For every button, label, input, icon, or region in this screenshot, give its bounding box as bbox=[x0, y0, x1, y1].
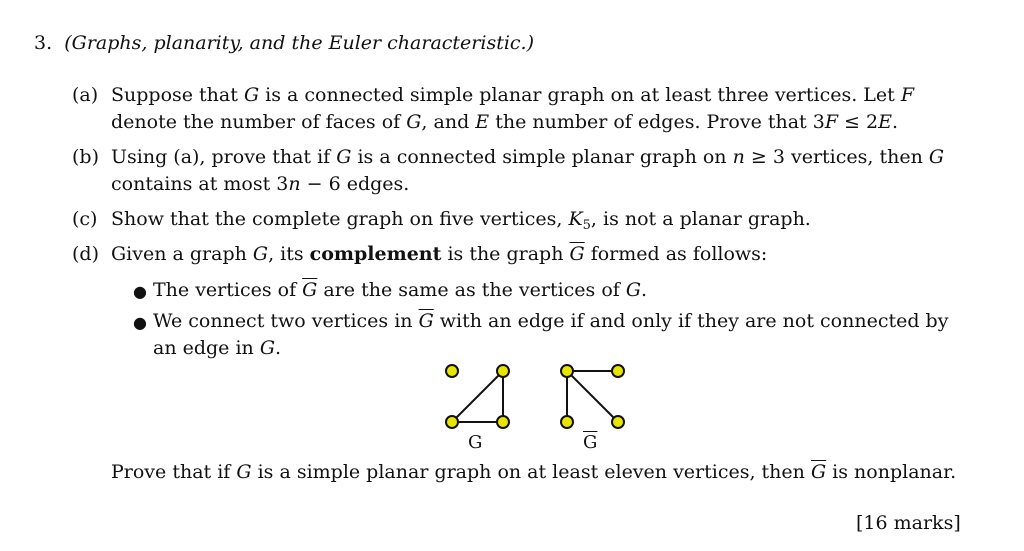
math-K: K bbox=[568, 208, 583, 230]
part-b-text: ≥ 3 vertices, then bbox=[744, 146, 929, 168]
math-G: G bbox=[406, 111, 422, 133]
part-a-line-2 bbox=[111, 111, 898, 133]
math-leq: ≤ 2 bbox=[838, 111, 879, 133]
bullet-icon: ● bbox=[133, 282, 147, 301]
question-title: (Graphs, planarity, and the Euler characteristic.) bbox=[64, 32, 535, 54]
math-G: G bbox=[928, 146, 945, 168]
question-heading bbox=[34, 32, 534, 54]
figure-label-G: G bbox=[468, 432, 483, 453]
math-subscript: 5 bbox=[582, 218, 591, 233]
math-E: E bbox=[475, 111, 490, 133]
term-complement: complement bbox=[309, 243, 442, 265]
part-d-label: (d) bbox=[72, 243, 99, 265]
question-number: 3. bbox=[34, 32, 53, 54]
graph-vertex bbox=[497, 365, 509, 377]
part-d-text: , its bbox=[268, 243, 310, 265]
graph-vertex bbox=[612, 416, 624, 428]
bullet-icon: ● bbox=[133, 313, 147, 332]
part-d-text: Prove that if bbox=[111, 461, 237, 483]
math-F: F bbox=[824, 111, 838, 133]
part-d-text: is nonplanar. bbox=[826, 461, 957, 483]
part-b-text: contains at most 3 bbox=[111, 173, 289, 195]
math-G: G bbox=[259, 337, 275, 359]
bullet-text: with an edge if and only if they are not connected by bbox=[433, 310, 949, 332]
bullet-text: We connect two vertices in bbox=[153, 310, 419, 332]
part-d-final bbox=[111, 461, 956, 483]
math-G: G bbox=[243, 84, 260, 106]
part-b-line-1 bbox=[72, 146, 945, 168]
part-c-line bbox=[72, 208, 811, 233]
math-G-bar: $\overline{G}$ bbox=[569, 243, 585, 265]
math-E: E bbox=[878, 111, 892, 133]
part-b-label: (b) bbox=[72, 146, 99, 168]
graph-vertex bbox=[612, 365, 624, 377]
graph-vertex bbox=[561, 416, 573, 428]
bullet-text: . bbox=[641, 279, 648, 301]
math-G: G bbox=[252, 243, 269, 265]
bullet-text: The vertices of bbox=[153, 279, 303, 301]
part-b-text: − 6 edges. bbox=[300, 173, 410, 195]
part-d-text: Given a graph bbox=[111, 243, 253, 265]
part-b-text: is a connected simple planar graph on bbox=[351, 146, 733, 168]
part-c-label: (c) bbox=[72, 208, 98, 230]
math-G-bar: $\overline{G}$ bbox=[418, 310, 434, 332]
part-d-line-1 bbox=[72, 243, 768, 265]
part-d-text: formed as follows: bbox=[584, 243, 768, 265]
math-G-bar: $\overline{G}$ bbox=[302, 279, 318, 301]
part-a-text: is a connected simple planar graph on at least three vertices. Let bbox=[259, 84, 901, 106]
math-G-bar: $\overline{G}$ bbox=[810, 461, 827, 483]
marks-label: [16 marks] bbox=[856, 512, 961, 534]
graph-vertex bbox=[446, 365, 458, 377]
bullet-text: are the same as the vertices of bbox=[317, 279, 626, 301]
bullet-2-line-2 bbox=[153, 337, 281, 359]
math-G: G bbox=[236, 461, 252, 483]
math-F: F bbox=[900, 84, 915, 106]
figure-label-G-bar: $\overline{G}$ bbox=[583, 432, 598, 453]
math-G: G bbox=[336, 146, 352, 168]
bullet-2-line-1 bbox=[153, 310, 948, 332]
part-a-text: , and bbox=[421, 111, 476, 133]
graph-edge bbox=[452, 371, 503, 422]
part-a-label: (a) bbox=[72, 84, 99, 106]
bullet-text: . bbox=[275, 337, 282, 359]
bullet-1 bbox=[153, 279, 647, 301]
graph-G-figure bbox=[435, 358, 525, 438]
math-n: n bbox=[732, 146, 745, 168]
graph-vertex bbox=[446, 416, 458, 428]
part-a-text: the number of edges. Prove that 3 bbox=[489, 111, 825, 133]
bullet-text: an edge in bbox=[153, 337, 260, 359]
graph-G-bar-figure bbox=[550, 358, 640, 438]
part-d-text: is a simple planar graph on at least eleven vertices, then bbox=[251, 461, 811, 483]
graph-edge bbox=[567, 371, 618, 422]
part-c-text: , is not a planar graph. bbox=[590, 208, 811, 230]
part-b-line-2 bbox=[111, 173, 409, 195]
part-d-text: is the graph bbox=[441, 243, 570, 265]
graph-vertex bbox=[561, 365, 573, 377]
math-n: n bbox=[288, 173, 301, 195]
part-a-line-1 bbox=[72, 84, 915, 106]
part-b-text: Using (a), prove that if bbox=[111, 146, 337, 168]
part-c-text: Show that the complete graph on five vertices, bbox=[111, 208, 569, 230]
math-G: G bbox=[625, 279, 642, 301]
part-a-text: denote the number of faces of bbox=[111, 111, 407, 133]
part-a-text: Suppose that bbox=[111, 84, 244, 106]
part-a-text: . bbox=[891, 111, 899, 133]
graph-vertex bbox=[497, 416, 509, 428]
